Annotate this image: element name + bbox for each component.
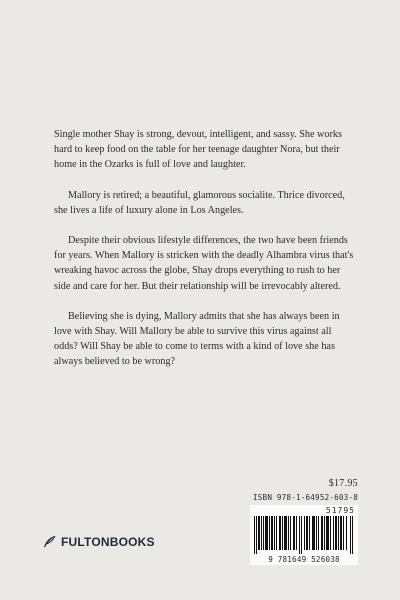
blurb-text — [54, 127, 354, 385]
barcode-addon-digits: 51795 — [325, 506, 355, 515]
barcode-digits: 9 781649 526038 — [268, 555, 340, 564]
barcode-box — [250, 505, 358, 565]
barcode-block — [250, 478, 358, 574]
price: $17.95 — [328, 478, 358, 489]
isbn-label: ISBN 978-1-64952-603-8 — [253, 493, 358, 502]
publisher-logo — [42, 535, 155, 549]
blurb-paragraph-4: Believing she is dying, Mallory admits that she has always been in love with Shay. Will Mallory be able to survive this virus against all odds? Will Shay be able to come to terms with a kind of love she has always believed to be wrong? — [54, 310, 340, 368]
publisher-name: FULTONBOOKS — [61, 535, 155, 549]
quill-pen-icon — [42, 535, 56, 549]
blurb-paragraph-2: Mallory is retired; a beautiful, glamorous socialite. Thrice divorced, she lives a life of luxury alone in Los Angeles. — [54, 189, 345, 216]
blurb-paragraph-3: Despite their obvious lifestyle differences, the two have been friends for years. When Mallory is stricken with the deadly Alhambra virus that's wreaking havoc across the globe, Shay drops everything to rush to her side and care for her. But their relationship will be irrevocably altered. — [54, 235, 354, 292]
barcode-icon — [254, 516, 354, 554]
blurb-paragraph-1: Single mother Shay is strong, devout, intelligent, and sassy. She works hard to keep food on the table for her teenage daughter Nora, but their home in the Ozarks is full of love and laughter. — [54, 129, 342, 171]
